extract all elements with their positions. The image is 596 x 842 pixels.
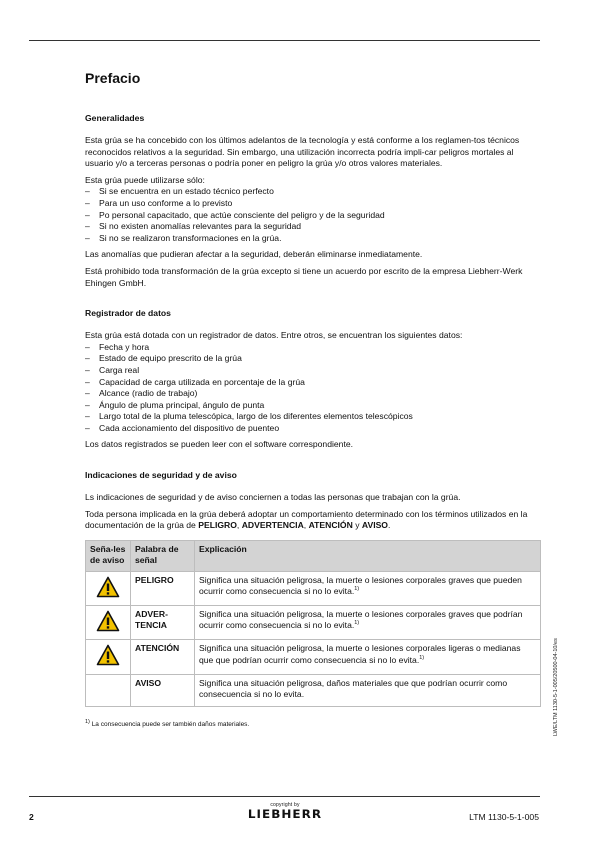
explanation-text: Significa una situación peligrosa, la muerte o lesiones corporales ligeras o medianas que que podrían ocurrir como consecuencia si no lo evita. [199,643,521,665]
term-peligro: PELIGRO [198,520,237,531]
text: , [303,520,309,531]
paragraph-use-lead: Esta grúa puede utilizarse sólo: [85,174,205,185]
explanation-cell [195,606,541,640]
term-aviso: AVISO [361,520,388,531]
signal-word: ATENCIÓN [131,640,195,674]
header-rule [29,40,540,41]
copyright-label: copyright by [270,802,300,808]
table-row [86,606,541,640]
section-heading-registrador: Registrador de datos [85,308,171,319]
table-header-row [86,540,541,571]
text: Toda persona implicada en la grúa deberá adoptar un comportamiento determinado con los términos utilizados en la documentación de la grúa de [85,508,528,531]
recorded-data-list [85,342,540,435]
list-item: – Si no se realizaron transformaciones en la grúa. [85,233,540,245]
document-code: LTM 1130-5-1-005 [469,812,539,822]
list-item: – Cada accionamiento del dispositivo de puenteo [85,423,540,435]
signal-word: AVISO [131,674,195,706]
signal-word: PELIGRO [131,571,195,605]
footnote-ref: 1) [354,586,360,593]
explanation-text: Significa una situación peligrosa, la muerte o lesiones corporales graves que podrían ocurrir como consecuencia si no lo evita. [199,609,523,631]
list-item: – Largo total de la pluma telescópica, largo de los diferentes elementos telescópicos [85,411,540,423]
column-header-signs: Seña-les de aviso [86,540,131,571]
signal-words-table [85,540,541,707]
explanation-cell [195,674,541,706]
empty-icon-cell [86,674,131,706]
footnote-ref: 1) [419,655,425,662]
list-item: – Carga real [85,365,540,377]
explanation-cell [195,571,541,605]
text: y [352,520,362,531]
list-item: – Ángulo de pluma principal, ángulo de punta [85,400,540,412]
paragraph-registrador-outro: Los datos registrados se pueden leer con el software correspondiente. [85,439,354,450]
term-atencion: ATENCIÓN [308,520,353,531]
warning-triangle-icon [86,571,131,605]
list-item: – Capacidad de carga utilizada en porcentaje de la grúa [85,377,540,389]
list-item: – Estado de equipo prescrito de la grúa [85,353,540,365]
explanation-text: Significa una situación peligrosa, daños materiales que que podrían ocurrir como consecuencia si no lo evita. [199,677,508,700]
footer-rule [29,796,540,797]
footnote [85,718,540,728]
section-heading-generalidades: Generalidades [85,113,145,123]
use-conditions-list [85,186,540,244]
table-row [86,640,541,674]
explanation-text: Significa una situación peligrosa, la muerte o lesiones corporales graves que pueden ocurrir como consecuencia si no lo evita. [199,574,522,597]
side-document-code: LWE/LTM 1130-5-1-005/20500-04-10/es [553,638,559,736]
section-heading-indicaciones: Indicaciones de seguridad y de aviso [85,470,237,481]
list-item: – Fecha y hora [85,342,540,354]
footnote-text: La consecuencia puede ser también daños materiales. [89,720,250,728]
footnote-ref: 1) [354,620,360,627]
list-item: – Si se encuentra en un estado técnico perfecto [85,186,540,198]
footnote-mark: 1) [85,718,90,725]
column-header-explanation: Explicación [195,540,541,571]
page-number: 2 [29,812,34,822]
paragraph-intro: Esta grúa se ha concebido con los últimos adelantos de la tecnología y está conforme a los reglamen-tos técnicos reconocidos relativos a la seguridad. Sin embargo, una utilización incorrecta podría impli-car peligros mortales al usuario y/o a terceras personas o podría poner en peligro la grúa y/o otros valores materiales. [85,135,520,169]
list-item: – Alcance (radio de trabajo) [85,388,540,400]
paragraph-indicaciones-2 [85,509,540,532]
text: . [388,520,391,531]
document-body [85,70,540,728]
paragraph-prohibited: Está prohibido toda transformación de la grúa excepto si tiene un acuerdo por escrito de la empresa Liebherr-Werk Ehingen GmbH. [85,265,523,288]
warning-triangle-icon [86,606,131,640]
page-title: Prefacio [85,70,141,86]
list-item: – Po personal capacitado, que actúe consciente del peligro y de la seguridad [85,210,540,222]
text: , [236,520,242,531]
liebherr-logo [240,802,330,821]
table-row [86,674,541,706]
paragraph-anomalies: Las anomalías que pudieran afectar a la seguridad, deberán eliminarse inmediatamente. [85,249,423,260]
brand-name: LIEBHERR [247,807,323,821]
paragraph-registrador-intro: Esta grúa está dotada con un registrador de datos. Entre otros, se encuentran los siguientes datos: [85,330,463,341]
paragraph-indicaciones-1: Ls indicaciones de seguridad y de aviso conciernen a todas las personas que trabajan con la grúa. [85,492,461,503]
explanation-cell [195,640,541,674]
list-item: – Para un uso conforme a lo previsto [85,198,540,210]
signal-word: ADVER-TENCIA [131,606,195,640]
table-row [86,571,541,605]
term-advertencia: ADVERTENCIA [241,520,304,531]
list-item: – Si no existen anomalías relevantes para la seguridad [85,221,540,233]
warning-triangle-icon [86,640,131,674]
column-header-word: Palabra de señal [131,540,195,571]
